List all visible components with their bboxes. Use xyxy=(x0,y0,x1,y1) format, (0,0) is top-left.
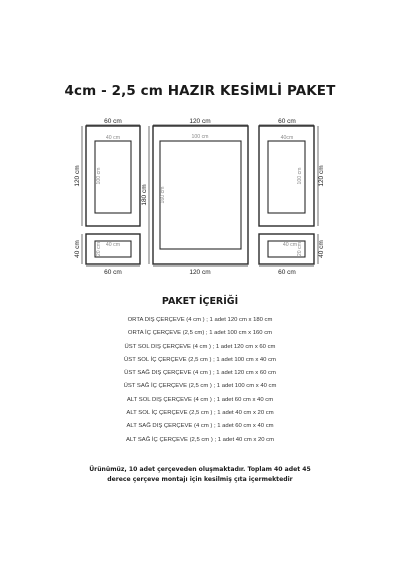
list-item: ALT SAĞ DIŞ ÇERÇEVE (4 cm ) ; 1 adet 60 cm x 40 cm xyxy=(126,423,274,430)
top-left-frame xyxy=(74,118,140,226)
center-height-label: 180 cm xyxy=(141,184,148,206)
bottom-right-inner-height-label: 20 cm xyxy=(297,241,303,257)
list-item: ÜST SOL DIŞ ÇERÇEVE (4 cm ) ; 1 adet 120 cm x 60 cm xyxy=(124,343,276,350)
top-left-inner-height-label: 100 cm xyxy=(96,167,102,185)
list-item: ÜST SOL İÇ ÇERÇEVE (2,5 cm ) ; 1 adet 100 cm x 40 cm xyxy=(124,356,276,363)
top-left-height-label: 120 cm xyxy=(74,165,81,187)
center-inner-height-label: 160 cm xyxy=(160,186,166,204)
center-bottom-width-label: 120 cm xyxy=(189,269,211,276)
center-frame xyxy=(141,118,248,276)
top-right-height-label: 120 cm xyxy=(318,165,325,187)
bottom-left-outer-frame xyxy=(86,234,140,264)
bottom-left-frame xyxy=(74,234,140,276)
bottom-left-inner-height-label: 20 cm xyxy=(96,241,102,257)
center-outer-frame xyxy=(153,126,248,264)
bottom-left-inner-width-label: 40 cm xyxy=(105,242,121,248)
center-inner-frame xyxy=(160,141,241,249)
bottom-left-width-label: 60 cm xyxy=(104,269,122,276)
top-left-width-label: 60 cm xyxy=(104,118,122,125)
top-right-inner-width-label: 40cm xyxy=(280,135,294,141)
top-right-width-label: 60 cm xyxy=(278,118,296,125)
list-item: ORTA DIŞ ÇERÇEVE (4 cm ) ; 1 adet 120 cm x 180 cm xyxy=(127,317,273,323)
bottom-right-frame xyxy=(259,234,325,276)
product-note xyxy=(40,465,360,485)
package-contents-heading: PAKET İÇERİĞİ xyxy=(161,296,239,307)
center-width-label: 120 cm xyxy=(189,118,211,125)
product-note-line-2: derece çerçeve montajı için kesilmiş çıta içermektedir xyxy=(107,476,293,483)
center-inner-width-label: 100 cm xyxy=(191,134,209,140)
product-note-line-1: Ürünümüz, 10 adet çerçeveden oluşmaktadır. Toplam 40 adet 45 xyxy=(89,466,311,473)
package-contents-list xyxy=(0,314,400,447)
bottom-left-height-label: 40 cm xyxy=(74,240,81,258)
top-left-inner-width-label: 40 cm xyxy=(105,135,121,141)
bottom-right-height-label: 40 cm xyxy=(318,240,325,258)
list-item: ALT SOL DIŞ ÇERÇEVE (4 cm ) ; 1 adet 60 cm x 40 cm xyxy=(126,396,274,403)
bottom-right-outer-frame xyxy=(259,234,314,264)
list-item: ÜST SAĞ İÇ ÇERÇEVE (2,5 cm ) ; 1 adet 100 cm x 40 cm xyxy=(123,383,277,390)
list-item: ÜST SAĞ DIŞ ÇERÇEVE (4 cm ) ; 1 adet 120 cm x 60 cm xyxy=(124,370,276,377)
list-item: ORTA İÇ ÇERÇEVE (2,5 cm) ; 1 adet 100 cm x 160 cm xyxy=(127,330,273,337)
list-item: ALT SAĞ İÇ ÇERÇEVE (2,5 cm ) ; 1 adet 40 cm x 20 cm xyxy=(125,436,275,443)
top-right-inner-height-label: 100 cm xyxy=(297,167,303,185)
top-right-frame xyxy=(259,118,325,226)
page-title: 4cm - 2,5 cm HAZIR KESİMLİ PAKET xyxy=(64,83,336,99)
bottom-right-width-label: 60 cm xyxy=(278,269,296,276)
bottom-right-inner-width-label: 40 cm xyxy=(282,242,298,248)
list-item: ALT SOL İÇ ÇERÇEVE (2,5 cm ) ; 1 adet 40 cm x 20 cm xyxy=(126,410,274,417)
